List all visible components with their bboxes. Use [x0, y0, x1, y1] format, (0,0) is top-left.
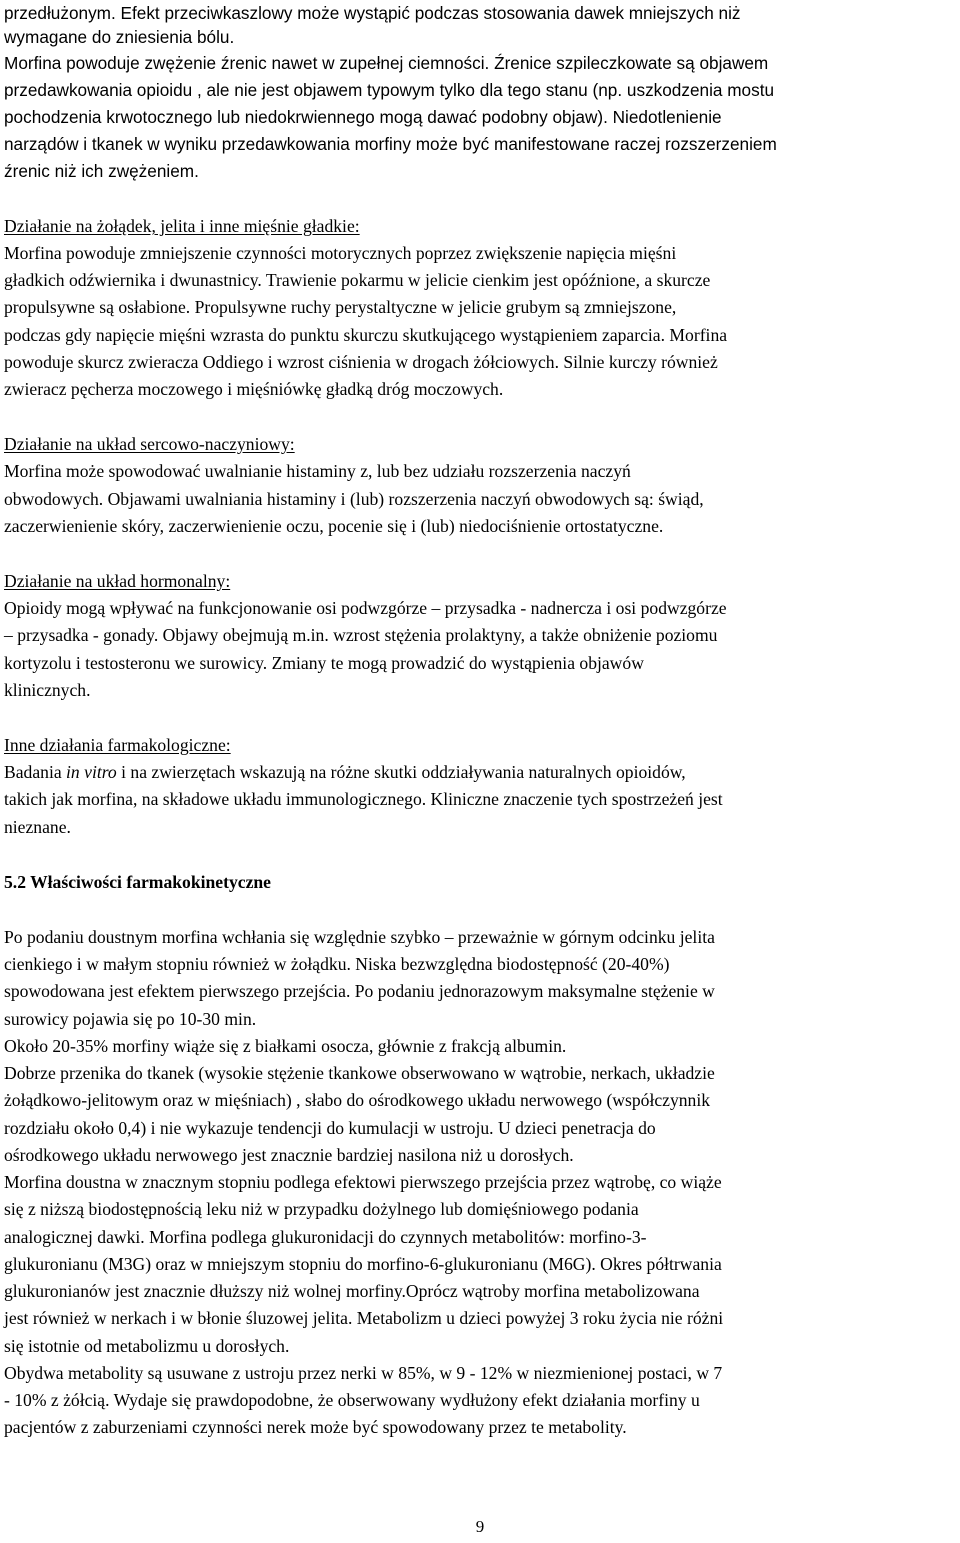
- text-line: zwieracz pęcherza moczowego i mięśniówkę gładką dróg moczowych.: [4, 379, 504, 399]
- text-line: jest również w nerkach i w błonie śluzowej jelita. Metabolizm u dzieci powyżej 3 roku życia nie różni: [4, 1308, 724, 1328]
- text-line: Opioidy mogą wpływać na funkcjonowanie osi podwzgórze – przysadka - nadnercza i osi podwzgórze: [4, 598, 727, 618]
- text-line: Morfina powoduje zmniejszenie czynności motorycznych poprzez zwiększenie napięcia mięśni: [4, 243, 677, 263]
- text-line: Dobrze przenika do tkanek (wysokie stężenie tkankowe obserwowano w wątrobie, nerkach, układzie: [4, 1063, 715, 1083]
- text-line: - 10% z żółcią. Wydaje się prawdopodobne, że obserwowany wydłużony efekt działania morfiny u: [4, 1390, 700, 1410]
- text-line: kortyzolu i testosteronu we surowicy. Zmiany te mogą prowadzić do wystąpienia objawów: [4, 653, 644, 673]
- text-line: glukuronianu (M3G) oraz w mniejszym stopniu do morfino-6-glukuronianu (M6G). Okres półtrwania: [4, 1254, 722, 1274]
- section-heading: Działanie na układ sercowo-naczyniowy:: [4, 434, 295, 454]
- text-line: podczas gdy napięcie mięśni wzrasta do punktu skurczu skutkującego wystąpieniem zaparcia. Morfina: [4, 325, 728, 345]
- text-line: źrenic niż ich zwężeniem.: [4, 161, 199, 181]
- page-number: 9: [475, 1517, 485, 1536]
- text-line: Obydwa metabolity są usuwane z ustroju przez nerki w 85%, w 9 - 12% w niezmienionej postaci, w 7: [4, 1363, 723, 1383]
- section-title: [4, 869, 271, 896]
- text-line: pochodzenia krwotocznego lub niedokrwiennego mogą dawać podobny objaw). Niedotlenienie: [4, 107, 722, 127]
- text-line: przedawkowania opioidu , ale nie jest objawem typowym tylko dla tego stanu (np. uszkodzenia mostu: [4, 80, 775, 100]
- text-line: przedłużonym. Efekt przeciwkaszlowy może wystąpić podczas stosowania dawek mniejszych niż: [4, 3, 741, 23]
- text-line: pacjentów z zaburzeniami czynności nerek może być spowodowany przez te metabolity.: [4, 1417, 627, 1437]
- text-line: propulsywne są osłabione. Propulsywne ruchy perystaltyczne w jelicie grubym są zmniejszone,: [4, 297, 677, 317]
- text-run: i na zwierzętach wskazują na różne skutki oddziaływania naturalnych opioidów,: [116, 762, 686, 782]
- text-line: analogicznej dawki. Morfina podlega glukuronidacji do czynnych metabolitów: morfino-3-: [4, 1227, 647, 1247]
- text-line: surowicy pojawia się po 10-30 min.: [4, 1009, 257, 1029]
- text-line: takich jak morfina, na składowe układu immunologicznego. Kliniczne znaczenie tych spostrzeżeń jest: [4, 789, 723, 809]
- italic-term: in vitro: [66, 762, 117, 782]
- text-line: cienkiego i w małym stopniu również w żołądku. Niska bezwzględna biodostępność (20-40%): [4, 954, 670, 974]
- section-heading: Inne działania farmakologiczne:: [4, 735, 231, 755]
- text-line: Morfina może spowodować uwalnianie histaminy z, lub bez udziału rozszerzenia naczyń: [4, 461, 631, 481]
- text-line: zaczerwienienie skóry, zaczerwienienie oczu, pocenie się i (lub) niedociśnienie ortostatyczne.: [4, 516, 664, 536]
- text-line: glukuronianów jest znacznie dłuższy niż wolnej morfiny.Oprócz wątroby morfina metabolizowana: [4, 1281, 700, 1301]
- text-line: nieznane.: [4, 817, 71, 837]
- text-line: spowodowana jest efektem pierwszego przejścia. Po podaniu jednorazowym maksymalne stężenie w: [4, 981, 715, 1001]
- text-line: narządów i tkanek w wyniku przedawkowania morfiny może być manifestowane raczej rozszerzeniem: [4, 134, 777, 154]
- text-line: rozdziału około 0,4) i nie wykazuje tendencji do kumulacji w ustroju. U dzieci penetracja do: [4, 1118, 656, 1138]
- text-line: Morfina powoduje zwężenie źrenic nawet w zupełnej ciemności. Źrenice szpileczkowate są objawem: [4, 53, 769, 73]
- text-line: wymagane do zniesienia bólu.: [4, 27, 235, 47]
- text-line: się istotnie od metabolizmu u dorosłych.: [4, 1336, 290, 1356]
- text-line: – przysadka - gonady. Objawy obejmują m.in. wzrost stężenia prolaktyny, a także obniżenie poziomu: [4, 625, 718, 645]
- text-run: Badania: [4, 762, 67, 782]
- section-title-text: Właściwości farmakokinetyczne: [30, 872, 271, 892]
- text-line: ośrodkowego układu nerwowego jest znacznie bardziej nasilona niż u dorosłych.: [4, 1145, 574, 1165]
- text-line: się z niższą biodostępnością leku niż w przypadku dożylnego lub domięśniowego podania: [4, 1199, 639, 1219]
- text-line: Morfina doustna w znacznym stopniu podlega efektowi pierwszego przejścia przez wątrobę, co wiąże: [4, 1172, 722, 1192]
- text-line: żołądkowo-jelitowym oraz w mięśniach) , słabo do ośrodkowego układu nerwowego (współczynnik: [4, 1090, 711, 1110]
- text-line: Po podaniu doustnym morfina wchłania się względnie szybko – przeważnie w górnym odcinku jelita: [4, 927, 715, 947]
- text-line: Około 20-35% morfiny wiąże się z białkami osocza, głównie z frakcją albumin.: [4, 1036, 567, 1056]
- section-number: 5.2: [4, 872, 31, 892]
- text-line: powoduje skurcz zwieracza Oddiego i wzrost ciśnienia w drogach żółciowych. Silnie kurczy również: [4, 352, 718, 372]
- text-line: gładkich odźwiernika i dwunastnicy. Trawienie pokarmu w jelicie cienkim jest opóźnione, a skurcze: [4, 270, 711, 290]
- text-line: [4, 759, 686, 786]
- text-line: klinicznych.: [4, 680, 91, 700]
- section-heading: Działanie na układ hormonalny:: [4, 571, 231, 591]
- section-heading: Działanie na żołądek, jelita i inne mięśnie gładkie:: [4, 216, 360, 236]
- text-line: obwodowych. Objawami uwalniania histaminy i (lub) rozszerzenia naczyń obwodowych są: świąd,: [4, 489, 704, 509]
